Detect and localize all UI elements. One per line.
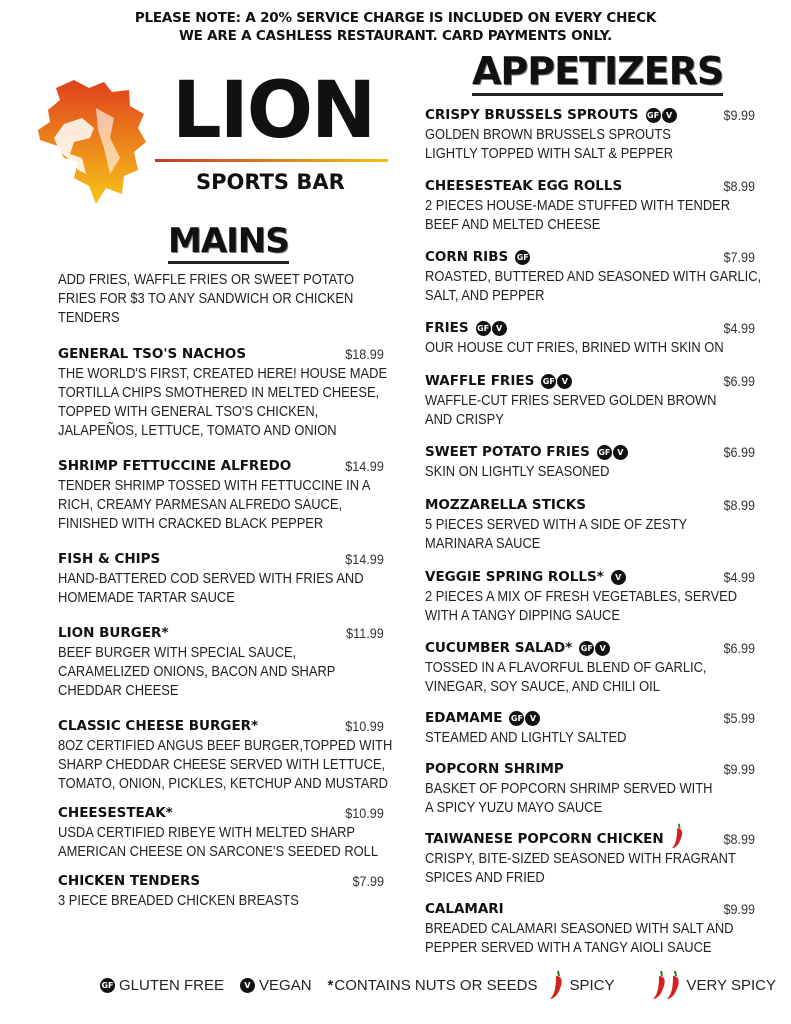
description-line: WITH A TANGY DIPPING SAUCE <box>425 607 620 624</box>
item-name <box>58 804 384 823</box>
item-price: $5.99 <box>723 710 755 726</box>
menu-item-waffle-fries <box>425 372 755 429</box>
item-name <box>58 457 384 476</box>
item-name-text: CLASSIC CHEESE BURGER* <box>58 718 259 734</box>
item-name-text: WAFFLE FRIES <box>425 373 535 389</box>
item-name <box>58 550 384 569</box>
item-description <box>425 515 709 553</box>
vegan-badge-icon: V <box>525 711 540 726</box>
item-name <box>58 717 384 736</box>
mains-underline <box>168 261 289 264</box>
description-line: SKIN ON LIGHTLY SEASONED <box>425 463 610 480</box>
item-name-text: CHEESESTEAK* <box>58 805 173 821</box>
gf-badge-icon: GF <box>541 374 556 389</box>
gf-badge-icon: GF <box>515 250 530 265</box>
gf-badge-icon: GF <box>579 641 594 656</box>
description-line: SPICES AND FRIED <box>425 869 545 886</box>
item-name-text: MOZZARELLA STICKS <box>425 497 586 513</box>
menu-item-taiwanese-popcorn-chicken <box>425 830 755 887</box>
description-line: A SPICY YUZU MAYO SAUCE <box>425 799 603 816</box>
intro-line: FRIES FOR $3 TO ANY SANDWICH OR CHICKEN <box>58 290 354 307</box>
appetizers-heading <box>472 49 724 96</box>
asterisk-icon: * <box>327 976 334 994</box>
item-price: $14.99 <box>345 551 384 567</box>
item-description <box>58 823 379 861</box>
menu-item-classic-cheese-burger <box>58 717 393 793</box>
item-price: $4.99 <box>723 569 755 585</box>
item-name-text: GENERAL TSO'S NACHOS <box>58 346 247 362</box>
description-line: 2 PIECES HOUSE-MADE STUFFED WITH TENDER <box>425 197 731 214</box>
item-price: $10.99 <box>345 718 384 734</box>
item-description <box>425 125 709 163</box>
item-description <box>425 267 762 305</box>
item-price: $6.99 <box>723 373 755 389</box>
item-name-text: FISH & CHIPS <box>58 551 161 567</box>
menu-item-corn-ribs <box>425 248 762 305</box>
item-name-text: EDAMAME <box>425 710 503 726</box>
description-line: PEPPER SERVED WITH A TANGY AIOLI SAUCE <box>425 939 712 956</box>
menu-item-calamari <box>425 900 755 957</box>
item-name-text: CRISPY BRUSSELS SPROUTS <box>425 107 639 123</box>
vegan-badge-icon: V <box>492 321 507 336</box>
menu-item-cheesesteak-egg-rolls <box>425 177 755 234</box>
vegan-badge-icon: V <box>611 570 626 585</box>
item-name-text: SWEET POTATO FRIES <box>425 444 590 460</box>
description-line: BASKET OF POPCORN SHRIMP SERVED WITH <box>425 780 713 797</box>
menu-item-sweet-potato-fries <box>425 443 755 481</box>
description-line: CHEDDAR CHEESE <box>58 682 179 699</box>
description-line: VINEGAR, SOY SAUCE, AND CHILI OIL <box>425 678 660 695</box>
menu-item-mozzarella-sticks <box>425 496 755 553</box>
description-line: STEAMED AND LIGHTLY SALTED <box>425 729 627 746</box>
item-description <box>425 338 724 357</box>
item-name <box>425 372 755 391</box>
item-name <box>58 872 384 891</box>
description-line: CARAMELIZED ONIONS, BACON AND SHARP <box>58 663 336 680</box>
legend <box>100 969 776 1001</box>
legend-label: VEGAN <box>259 976 312 994</box>
logo-title: LION <box>172 66 375 156</box>
item-price: $8.99 <box>723 497 755 513</box>
item-description <box>425 779 713 817</box>
item-description <box>425 658 709 696</box>
item-name-text: CALAMARI <box>425 901 504 917</box>
description-line: 5 PIECES SERVED WITH A SIDE OF ZESTY <box>425 516 688 533</box>
item-description <box>425 728 709 747</box>
mains-heading <box>168 221 289 264</box>
mains-title: MAINS <box>168 221 289 261</box>
item-description <box>425 919 734 957</box>
description-line: AND CRISPY <box>425 411 504 428</box>
menu-item-veggie-spring-rolls <box>425 568 755 625</box>
description-line: CRISPY, BITE-SIZED SEASONED WITH FRAGRANT <box>425 850 736 867</box>
legend-nuts <box>328 977 538 994</box>
item-badges <box>515 250 530 265</box>
item-name <box>425 709 755 728</box>
description-line: OUR HOUSE CUT FRIES, BRINED WITH SKIN ON <box>425 339 724 356</box>
description-line: HAND-BATTERED COD SERVED WITH FRIES AND <box>58 570 364 587</box>
item-price: $9.99 <box>723 901 755 917</box>
intro-line: ADD FRIES, WAFFLE FRIES OR SWEET POTATO <box>58 271 355 288</box>
legend-label: CONTAINS NUTS OR SEEDS <box>334 976 538 994</box>
item-badges <box>597 445 628 460</box>
menu-item-fries <box>425 319 755 357</box>
item-name-text: TAIWANESE POPCORN CHICKEN <box>425 831 664 847</box>
vegan-badge-icon: V <box>240 978 255 993</box>
item-name <box>425 760 755 779</box>
menu-item-cheesesteak <box>58 804 384 861</box>
description-line: WAFFLE-CUT FRIES SERVED GOLDEN BROWN <box>425 392 717 409</box>
menu-item-fish-chips <box>58 550 384 607</box>
item-price: $4.99 <box>723 320 755 336</box>
vegan-badge-icon: V <box>595 641 610 656</box>
lion-logo-icon <box>34 78 149 206</box>
description-line: MARINARA SAUCE <box>425 535 541 552</box>
service-charge-notice: PLEASE NOTE: A 20% SERVICE CHARGE IS INCLUDED ON EVERY CHECK <box>134 10 657 26</box>
description-line: TOPPED WITH GENERAL TSO'S CHICKEN, <box>58 403 319 420</box>
item-name <box>425 177 755 196</box>
item-badges <box>579 641 610 656</box>
logo-gradient-divider <box>155 159 388 162</box>
intro-line: TENDERS <box>58 309 120 326</box>
item-badges <box>541 374 572 389</box>
menu-item-shrimp-fettuccine-alfredo <box>58 457 384 533</box>
description-line: 2 PIECES A MIX OF FRESH VEGETABLES, SERVED <box>425 588 738 605</box>
gf-badge-icon: GF <box>100 978 115 993</box>
item-name-text: VEGGIE SPRING ROLLS* <box>425 569 604 585</box>
item-name <box>425 106 755 125</box>
item-name <box>425 639 755 658</box>
legend-label: SPICY <box>569 976 615 994</box>
item-description <box>425 391 717 429</box>
item-name <box>425 443 755 462</box>
item-price: $7.99 <box>723 249 755 265</box>
item-price: $8.99 <box>723 178 755 194</box>
menu-item-lion-burger <box>58 624 384 700</box>
item-description <box>425 587 738 625</box>
description-line: SHARP CHEDDAR CHEESE SERVED WITH LETTUCE, <box>58 756 386 773</box>
item-name-text: FRIES <box>425 320 469 336</box>
menu-item-popcorn-shrimp <box>425 760 755 817</box>
description-line: USDA CERTIFIED RIBEYE WITH MELTED SHARP <box>58 824 355 841</box>
legend-label: VERY SPICY <box>686 976 776 994</box>
item-price: $14.99 <box>345 458 384 474</box>
item-badges <box>509 711 540 726</box>
item-price: $6.99 <box>723 640 755 656</box>
item-name <box>425 496 755 515</box>
description-line: 3 PIECE BREADED CHICKEN BREASTS <box>58 892 299 909</box>
legend-label: GLUTEN FREE <box>119 976 225 994</box>
chili-pepper-icon <box>549 969 565 1001</box>
description-line: LIGHTLY TOPPED WITH SALT & PEPPER <box>425 145 674 162</box>
appetizers-title: APPETIZERS <box>472 49 724 93</box>
item-name <box>425 830 755 849</box>
description-line: TORTILLA CHIPS SMOTHERED IN MELTED CHEESE, <box>58 384 380 401</box>
menu-item-general-tso-s-nachos <box>58 345 388 440</box>
description-line: BEEF BURGER WITH SPECIAL SAUCE, <box>58 644 297 661</box>
description-line: THE WORLD'S FIRST, CREATED HERE! HOUSE MADE <box>58 365 388 382</box>
legend-spicy <box>549 969 614 1001</box>
item-price: $9.99 <box>723 107 755 123</box>
menu-item-cucumber-salad <box>425 639 755 696</box>
item-name <box>425 900 755 919</box>
description-line: 8OZ CERTIFIED ANGUS BEEF BURGER,TOPPED WITH <box>58 737 393 754</box>
item-description <box>425 849 736 887</box>
item-price: $18.99 <box>345 346 384 362</box>
vegan-badge-icon: V <box>557 374 572 389</box>
item-badges <box>646 108 677 123</box>
gf-badge-icon: GF <box>646 108 661 123</box>
item-name-text: SHRIMP FETTUCCINE ALFREDO <box>58 458 292 474</box>
item-name <box>425 568 755 587</box>
item-name-text: CORN RIBS <box>425 249 509 265</box>
gf-badge-icon: GF <box>509 711 524 726</box>
menu-item-crispy-brussels-sprouts <box>425 106 755 163</box>
item-name <box>58 345 384 364</box>
item-description <box>58 364 388 440</box>
description-line: ROASTED, BUTTERED AND SEASONED WITH GARLIC, <box>425 268 762 285</box>
item-description <box>58 476 371 533</box>
description-line: RICH, CREAMY PARMESAN ALFREDO SAUCE, <box>58 496 343 513</box>
item-price: $10.99 <box>345 805 384 821</box>
description-line: SALT, AND PEPPER <box>425 287 545 304</box>
description-line: TOMATO, ONION, PICKLES, KETCHUP AND MUSTARD <box>58 775 388 792</box>
description-line: TOSSED IN A FLAVORFUL BLEND OF GARLIC, <box>425 659 707 676</box>
menu-item-edamame <box>425 709 755 747</box>
item-name <box>425 319 755 338</box>
description-line: GOLDEN BROWN BRUSSELS SPROUTS <box>425 126 671 143</box>
description-line: HOMEMADE TARTAR SAUCE <box>58 589 235 606</box>
item-description <box>58 569 364 607</box>
item-badges <box>476 321 507 336</box>
item-badges <box>611 570 626 585</box>
item-description <box>425 462 709 481</box>
description-line: JALAPEÑOS, LETTUCE, TOMATO AND ONION <box>58 422 337 439</box>
item-name <box>425 248 755 267</box>
vegan-badge-icon: V <box>613 445 628 460</box>
legend-vegan <box>240 977 312 994</box>
item-description <box>58 736 393 793</box>
description-line: TENDER SHRIMP TOSSED WITH FETTUCCINE IN A <box>58 477 371 494</box>
legend-very-spicy <box>652 969 776 1001</box>
gf-badge-icon: GF <box>476 321 491 336</box>
item-price: $7.99 <box>352 873 384 889</box>
item-price: $8.99 <box>723 831 755 847</box>
item-description <box>58 643 338 700</box>
item-price: $6.99 <box>723 444 755 460</box>
description-line: BREADED CALAMARI SEASONED WITH SALT AND <box>425 920 734 937</box>
item-name-text: CHICKEN TENDERS <box>58 873 201 889</box>
appetizers-underline <box>472 93 723 96</box>
logo-subtitle: SPORTS BAR <box>196 170 345 194</box>
item-description <box>58 891 338 910</box>
mains-intro <box>58 270 354 327</box>
description-line: BEEF AND MELTED CHEESE <box>425 216 601 233</box>
description-line: AMERICAN CHEESE ON SARCONE'S SEEDED ROLL <box>58 843 379 860</box>
item-price: $9.99 <box>723 761 755 777</box>
item-name <box>58 624 384 643</box>
item-description <box>425 196 731 234</box>
cashless-notice: WE ARE A CASHLESS RESTAURANT. CARD PAYMENTS ONLY. <box>178 28 613 44</box>
item-name-text: CUCUMBER SALAD* <box>425 640 573 656</box>
item-name-text: POPCORN SHRIMP <box>425 761 564 777</box>
item-name-text: LION BURGER* <box>58 625 169 641</box>
item-name-text: CHEESESTEAK EGG ROLLS <box>425 178 623 194</box>
description-line: FINISHED WITH CRACKED BLACK PEPPER <box>58 515 324 532</box>
menu-item-chicken-tenders <box>58 872 384 910</box>
vegan-badge-icon: V <box>662 108 677 123</box>
gf-badge-icon: GF <box>597 445 612 460</box>
double-chili-pepper-icon <box>652 969 682 1001</box>
item-price: $11.99 <box>346 625 384 641</box>
legend-gluten-free <box>100 977 224 994</box>
